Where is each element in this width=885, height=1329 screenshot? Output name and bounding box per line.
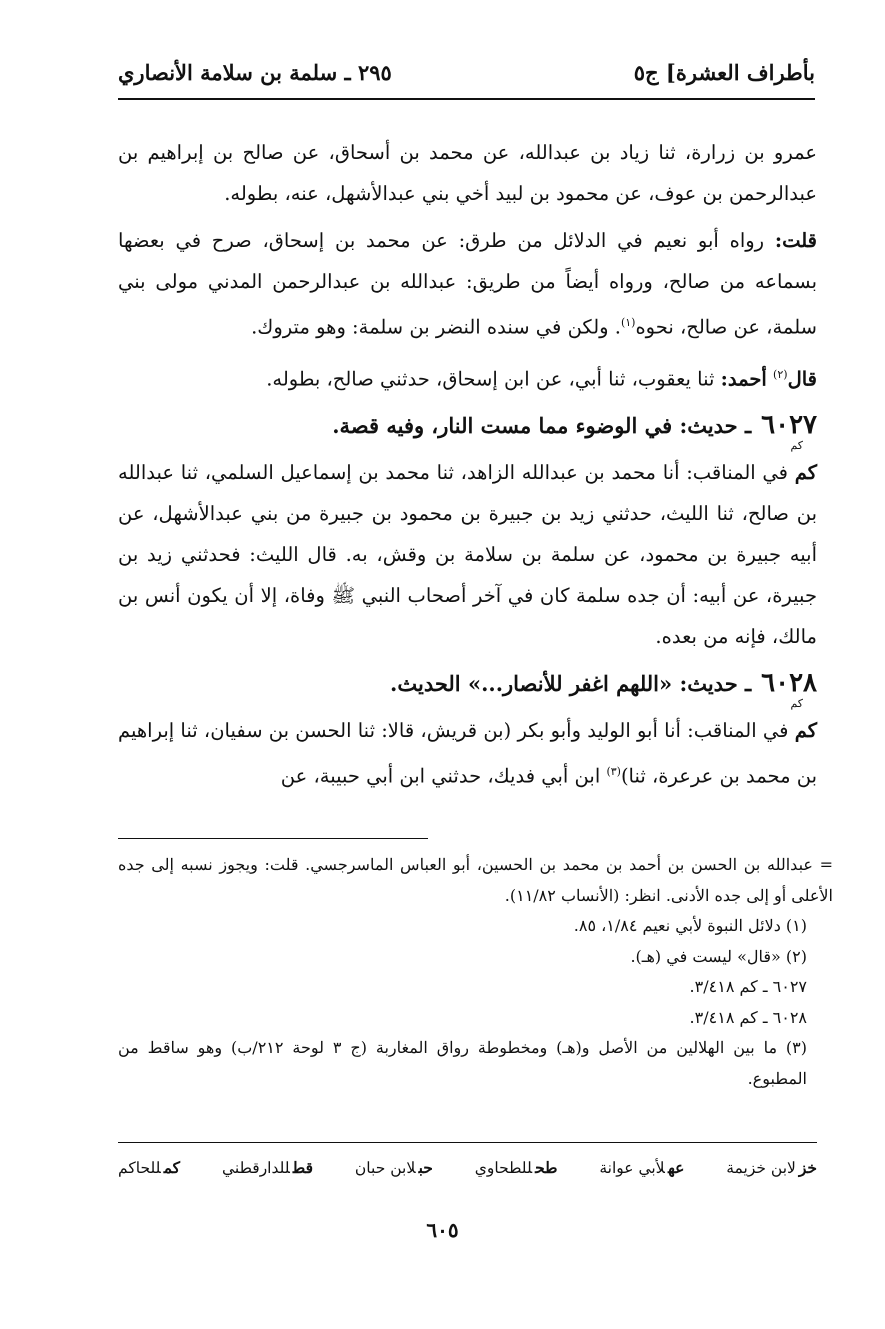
paragraph-text: عمرو بن زرارة، ثنا زياد بن عبدالله، عن محمد بن أسحاق، عن صالح بن إبراهيم بن عبدالرحمن بن عوف، عن محمود بن لبيد أخي بني عبدالأشهل، عنه، بطوله. xyxy=(118,141,817,205)
hadith-number: ٦٠٢٧ xyxy=(761,410,817,440)
footnotes xyxy=(118,850,833,1094)
comment-lead: قلت: xyxy=(774,229,817,252)
hadith-title: ـ حديث: «اللهم اغفر للأنصار...» الحديث. xyxy=(390,671,752,696)
header-chapter-title: ٢٩٥ ـ سلمة بن سلامة الأنصاري xyxy=(118,59,392,85)
header-volume-title: بأطراف العشرة] ج٥ xyxy=(633,59,815,85)
paragraph-hadith-6027 xyxy=(118,452,817,657)
comment-tail: . ولكن في سنده النضر بن سلمة: وهو متروك. xyxy=(251,315,621,339)
footnote-1: (١) دلائل النبوة لأبي نعيم ١/٨٤، ٨٥. xyxy=(573,916,807,935)
comment-text: رواه أبو نعيم في الدلائل من طرق: عن محمد بن إسحاق، صرح في بعضها بسماعه من صالح، ورواه أيضاً من طريق: عبدالله بن عبدالرحمن المدني مولى بني سلمة، عن صالح، نحوه xyxy=(118,229,817,339)
ahmad-lead: قال xyxy=(787,367,817,390)
abbreviations-key xyxy=(118,1158,817,1177)
abbreviation-item: طحللطحاوي xyxy=(474,1158,558,1177)
footnote-6027: ٦٠٢٧ ـ كم ٣/٤١٨. xyxy=(689,977,807,996)
source-code: كم xyxy=(794,461,817,484)
footnote-3: (٣) ما بين الهلالين من الأصل و(هـ) ومخطوطة رواق المغاربة (ج ٣ لوحة ٢١٢/ب) وهو ساقط من المطبوع. xyxy=(118,1038,808,1088)
footnote-6028: ٦٠٢٨ ـ كم ٣/٤١٨. xyxy=(689,1007,807,1027)
footnote-divider xyxy=(118,838,428,839)
paragraph-comment xyxy=(118,220,817,348)
hadith-number: ٦٠٢٨ xyxy=(761,668,817,698)
footnote-ref-2: (٢) xyxy=(773,367,788,381)
footnote-continued: = عبدالله بن الحسن بن أحمد بن محمد بن الحسين، أبو العباس الماسرجسي. قلت: ويجوز نسبه إلى جده الأعلى أو إلى جده الأدنى. انظر: (الأنساب ١١/٨٢). xyxy=(118,855,833,905)
abbreviation-item: خزلابن خزيمة xyxy=(726,1158,817,1177)
abbreviation-item: كمللحاكم xyxy=(118,1158,181,1177)
page-number: ٦٠٥ xyxy=(426,1218,459,1242)
hadith-siglum: كم xyxy=(790,439,803,452)
hadith-siglum: كم xyxy=(790,697,803,710)
abbreviation-item: عهلأبي عوانة xyxy=(599,1158,685,1177)
source-code: كم xyxy=(794,719,817,742)
hadith-title: ـ حديث: في الوضوء مما مست النار، وفيه قصة. xyxy=(332,413,752,438)
hadith-text: في المناقب: أنا أبو الوليد وأبو بكر (بن قريش، قالا: ثنا الحسن بن سفيان، ثنا إبراهيم بن محمد بن عرعرة، ثنا) xyxy=(118,719,817,788)
ahmad-name: أحمد: xyxy=(720,367,767,390)
ahmad-text: ثنا يعقوب، ثنا أبي، عن ابن إسحاق، حدثني صالح، بطوله. xyxy=(266,367,715,390)
footnote-2: (٢) «قال» ليست في (هـ). xyxy=(630,946,807,966)
abbreviation-item: قطللدارقطني xyxy=(221,1158,314,1177)
abbreviations-divider xyxy=(118,1142,817,1143)
paragraph-hadith-6028 xyxy=(118,710,817,797)
paragraph-isnad xyxy=(118,132,817,214)
footnote-ref-3: (٣) xyxy=(606,765,621,778)
paragraph-ahmad xyxy=(118,354,817,400)
main-text xyxy=(118,132,817,803)
footnote-ref-1: (١) xyxy=(620,316,636,329)
running-header xyxy=(118,52,815,92)
abbreviation-item: حبلابن حبان xyxy=(354,1158,433,1177)
hadith-text: في المناقب: أنا محمد بن عبدالله الزاهد، ثنا محمد بن إسماعيل السلمي، ثنا عبدالله بن صالح، ثنا الليث، حدثني زيد بن جبيرة بن محمود بن جبيرة من بني عبدالأشهل، عن أبيه جبيرة بن محمود، عن سلمة بن سلامة بن وقش، به. قال الليث: فحدثني زيد بن جبيرة، عن أبيه: أن جده سلمة كان في آخر أصحاب النبي ﷺ وفاة، إلا أن يكون أنس بن مالك، فإنه من بعده. xyxy=(118,461,817,648)
hadith-text-tail: ابن أبي فديك، حدثني ابن أبي حبيبة، عن xyxy=(280,764,601,788)
header-divider xyxy=(118,98,815,100)
